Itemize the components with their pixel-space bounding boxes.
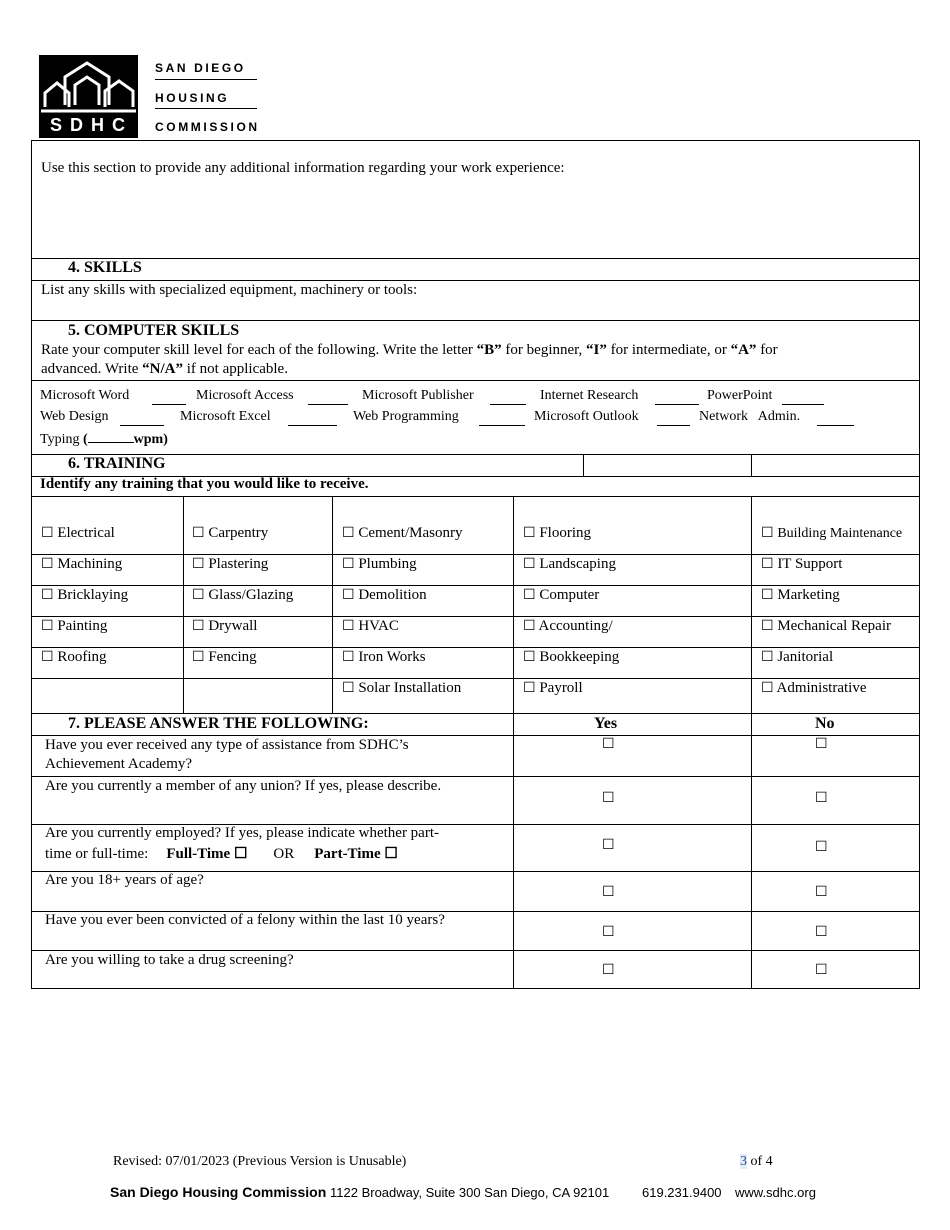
footer-phone: 619.231.9400 [642, 1185, 722, 1200]
checkbox-icon[interactable]: ☐ [761, 649, 774, 665]
q4-yes-checkbox[interactable]: ☐ [602, 884, 615, 900]
question-4: Are you 18+ years of age? [45, 872, 204, 888]
footer-address: 1122 Broadway, Suite 300 San Diego, CA 92101 [330, 1185, 610, 1200]
training-option-label: Computer [539, 587, 600, 603]
checkbox-icon[interactable]: ☐ [342, 556, 355, 572]
q1-yes-checkbox[interactable]: ☐ [602, 736, 615, 752]
checkbox-icon[interactable]: ☐ [761, 618, 774, 634]
training-option[interactable] [761, 525, 902, 542]
full-time-option[interactable]: Full-Time ☐ [166, 846, 248, 862]
computer-skill-word: Microsoft Word [40, 388, 130, 403]
training-option[interactable] [342, 587, 427, 604]
checkbox-icon[interactable]: ☐ [523, 587, 536, 603]
training-option[interactable] [761, 618, 891, 635]
training-option-label: Carpentry [208, 525, 269, 541]
training-option[interactable] [761, 649, 833, 666]
checkbox-icon[interactable]: ☐ [41, 525, 54, 541]
training-option-label: Flooring [539, 525, 591, 541]
work-experience-prompt: Use this section to provide any additional information regarding your work experience: [41, 160, 565, 176]
web-programming-blank[interactable] [479, 413, 525, 426]
q5-no-checkbox[interactable]: ☐ [815, 924, 828, 940]
training-option-label: Mechanical Repair [777, 618, 892, 634]
training-option[interactable] [192, 525, 268, 542]
training-option-label: Administrative [776, 680, 867, 696]
footer-website: www.sdhc.org [735, 1185, 816, 1200]
training-option[interactable] [523, 525, 591, 542]
training-prompt: Identify any training that you would like to receive. [40, 476, 369, 492]
internet-blank[interactable] [655, 392, 699, 405]
computer-skill-web-programming: Web Programming [353, 409, 459, 424]
training-heading: 6. TRAINING [68, 455, 166, 472]
no-column-header: No [815, 715, 835, 732]
checkbox-icon[interactable]: ☐ [41, 587, 54, 603]
training-option[interactable] [523, 680, 583, 697]
logo-line-2: HOUSING [155, 91, 230, 105]
work-experience-field[interactable] [33, 185, 917, 255]
question-3-line-1: Are you currently employed? If yes, please indicate whether part- [45, 825, 439, 841]
checkbox-icon[interactable]: ☐ [41, 618, 54, 634]
checkbox-icon[interactable]: ☐ [523, 556, 536, 572]
logo-rule [155, 79, 257, 80]
training-option[interactable] [192, 649, 257, 666]
outlook-blank[interactable] [657, 413, 690, 426]
training-option-label: Janitorial [777, 649, 834, 665]
checkbox-icon[interactable]: ☐ [41, 649, 54, 665]
training-option[interactable] [41, 556, 122, 573]
training-option[interactable] [192, 587, 293, 604]
q2-no-checkbox[interactable]: ☐ [815, 790, 828, 806]
computer-skill-access: Microsoft Access [196, 388, 294, 403]
logo-line-1: SAN DIEGO [155, 61, 246, 75]
word-blank[interactable] [152, 392, 186, 405]
computer-skill-network: Network Admin. [699, 409, 801, 424]
checkbox-icon[interactable]: ☐ [41, 556, 54, 572]
computer-skill-outlook: Microsoft Outlook [534, 409, 639, 424]
question-1-line-1: Have you ever received any type of assistance from SDHC’s [45, 737, 409, 753]
training-option-label: Plumbing [358, 556, 417, 572]
training-option-label: Bookkeeping [539, 649, 620, 665]
q3-no-checkbox[interactable]: ☐ [815, 839, 828, 855]
checkbox-icon[interactable]: ☐ [523, 618, 536, 634]
training-option-label: Painting [57, 618, 108, 634]
training-option[interactable] [761, 680, 867, 697]
training-option-label: Building Maintenance [777, 526, 903, 541]
training-option[interactable] [342, 649, 426, 666]
checkbox-icon[interactable]: ☐ [761, 556, 774, 572]
computer-skills-heading: 5. COMPUTER SKILLS [68, 322, 240, 339]
question-5: Have you ever been convicted of a felony within the last 10 years? [45, 912, 445, 928]
training-option-label: Solar Installation [358, 680, 462, 696]
part-time-option[interactable]: Part-Time ☐ [314, 846, 398, 862]
checkbox-icon[interactable]: ☐ [192, 649, 205, 665]
access-blank[interactable] [308, 392, 348, 405]
web-design-blank[interactable] [120, 413, 164, 426]
question-3-line-2: time or full-time: Full-Time ☐ OR Part-Time ☐ [45, 846, 398, 862]
questions-heading: 7. PLEASE ANSWER THE FOLLOWING: [68, 715, 369, 732]
training-option-label: Landscaping [539, 556, 616, 572]
training-option[interactable] [41, 649, 106, 666]
computer-skills-instruction-2: advanced. Write “N/A” if not applicable. [41, 361, 288, 377]
training-option-label: Machining [57, 556, 123, 572]
checkbox-icon[interactable]: ☐ [523, 525, 536, 541]
training-option[interactable] [342, 525, 462, 542]
q1-no-checkbox[interactable]: ☐ [815, 736, 828, 752]
page-number: 3 of 4 [740, 1154, 773, 1169]
q3-yes-checkbox[interactable]: ☐ [602, 837, 615, 853]
skills-heading: 4. SKILLS [68, 259, 142, 276]
excel-blank[interactable] [288, 413, 337, 426]
training-option[interactable] [342, 618, 399, 635]
network-blank[interactable] [817, 413, 854, 426]
training-option-label: IT Support [777, 556, 843, 572]
training-option-label: HVAC [358, 618, 399, 634]
training-option-label: Marketing [777, 587, 840, 603]
publisher-blank[interactable] [490, 392, 526, 405]
training-option[interactable] [523, 556, 616, 573]
checkbox-icon[interactable]: ☐ [342, 525, 355, 541]
computer-skill-typing: Typing ( wpm) [40, 432, 168, 447]
computer-skill-web-design: Web Design [40, 409, 109, 424]
powerpoint-blank[interactable] [782, 392, 824, 405]
checkbox-icon[interactable]: ☐ [523, 680, 536, 696]
training-option-label: Electrical [57, 525, 115, 541]
training-option-label: Accounting/ [538, 618, 613, 634]
checkbox-icon[interactable]: ☐ [761, 587, 774, 603]
training-option[interactable] [342, 680, 461, 697]
training-option-label: Fencing [208, 649, 257, 665]
training-option[interactable] [192, 556, 268, 573]
typing-blank[interactable] [88, 430, 134, 443]
logo-line-3: COMMISSION [155, 120, 260, 134]
training-option[interactable] [523, 587, 599, 604]
checkbox-icon[interactable]: ☐ [342, 680, 355, 696]
computer-skill-excel: Microsoft Excel [180, 409, 271, 424]
logo-letters: SDHC [49, 115, 133, 135]
training-option[interactable] [761, 587, 840, 604]
training-option-label: Plastering [208, 556, 269, 572]
checkbox-icon[interactable]: ☐ [192, 587, 205, 603]
training-option[interactable] [523, 618, 613, 635]
computer-skills-instruction-1: Rate your computer skill level for each of the following. Write the letter “B” for beginner, “I” for intermediate, or “A” for [41, 342, 778, 358]
training-option-label: Demolition [358, 587, 427, 603]
sdhc-logo [39, 55, 138, 138]
training-option[interactable] [342, 556, 417, 573]
q5-yes-checkbox[interactable]: ☐ [602, 924, 615, 940]
checkbox-icon[interactable]: ☐ [192, 525, 205, 541]
checkbox-icon[interactable]: ☐ [761, 680, 774, 696]
computer-skill-internet: Internet Research [540, 388, 639, 403]
skills-prompt: List any skills with specialized equipment, machinery or tools: [41, 282, 418, 298]
q4-no-checkbox[interactable]: ☐ [815, 884, 828, 900]
checkbox-icon[interactable]: ☐ [342, 618, 355, 634]
yes-column-header: Yes [594, 715, 618, 732]
training-option[interactable] [41, 618, 107, 635]
checkbox-icon[interactable]: ☐ [192, 618, 205, 634]
question-1-line-2: Achievement Academy? [45, 756, 193, 772]
revised-note: Revised: 07/01/2023 (Previous Version is Unusable) [113, 1154, 407, 1169]
training-option-label: Glass/Glazing [208, 587, 294, 603]
skills-field[interactable] [33, 302, 917, 318]
training-option-label: Roofing [57, 649, 107, 665]
checkbox-icon[interactable]: ☐ [342, 649, 355, 665]
footer-org: San Diego Housing Commission [110, 1184, 327, 1200]
logo-rule [155, 108, 257, 109]
training-option-label: Iron Works [358, 649, 426, 665]
training-option[interactable] [192, 618, 257, 635]
training-option[interactable] [41, 587, 128, 604]
q2-yes-checkbox[interactable]: ☐ [602, 790, 615, 806]
question-2: Are you currently a member of any union? If yes, please describe. [45, 778, 442, 794]
training-option[interactable] [523, 649, 619, 666]
computer-skill-publisher: Microsoft Publisher [362, 388, 474, 403]
training-option-label: Bricklaying [57, 587, 129, 603]
checkbox-icon[interactable]: ☐ [523, 649, 536, 665]
training-option[interactable] [761, 556, 842, 573]
checkbox-icon[interactable]: ☐ [192, 556, 205, 572]
training-option-label: Drywall [208, 618, 258, 634]
training-option[interactable] [41, 525, 115, 542]
houses-icon [39, 57, 138, 119]
q6-yes-checkbox[interactable]: ☐ [602, 962, 615, 978]
training-option-label: Payroll [539, 680, 583, 696]
training-option-label: Cement/Masonry [358, 525, 463, 541]
checkbox-icon[interactable]: ☐ [761, 525, 774, 541]
question-6: Are you willing to take a drug screening? [45, 952, 294, 968]
computer-skill-powerpoint: PowerPoint [707, 388, 773, 403]
q6-no-checkbox[interactable]: ☐ [815, 962, 828, 978]
checkbox-icon[interactable]: ☐ [342, 587, 355, 603]
